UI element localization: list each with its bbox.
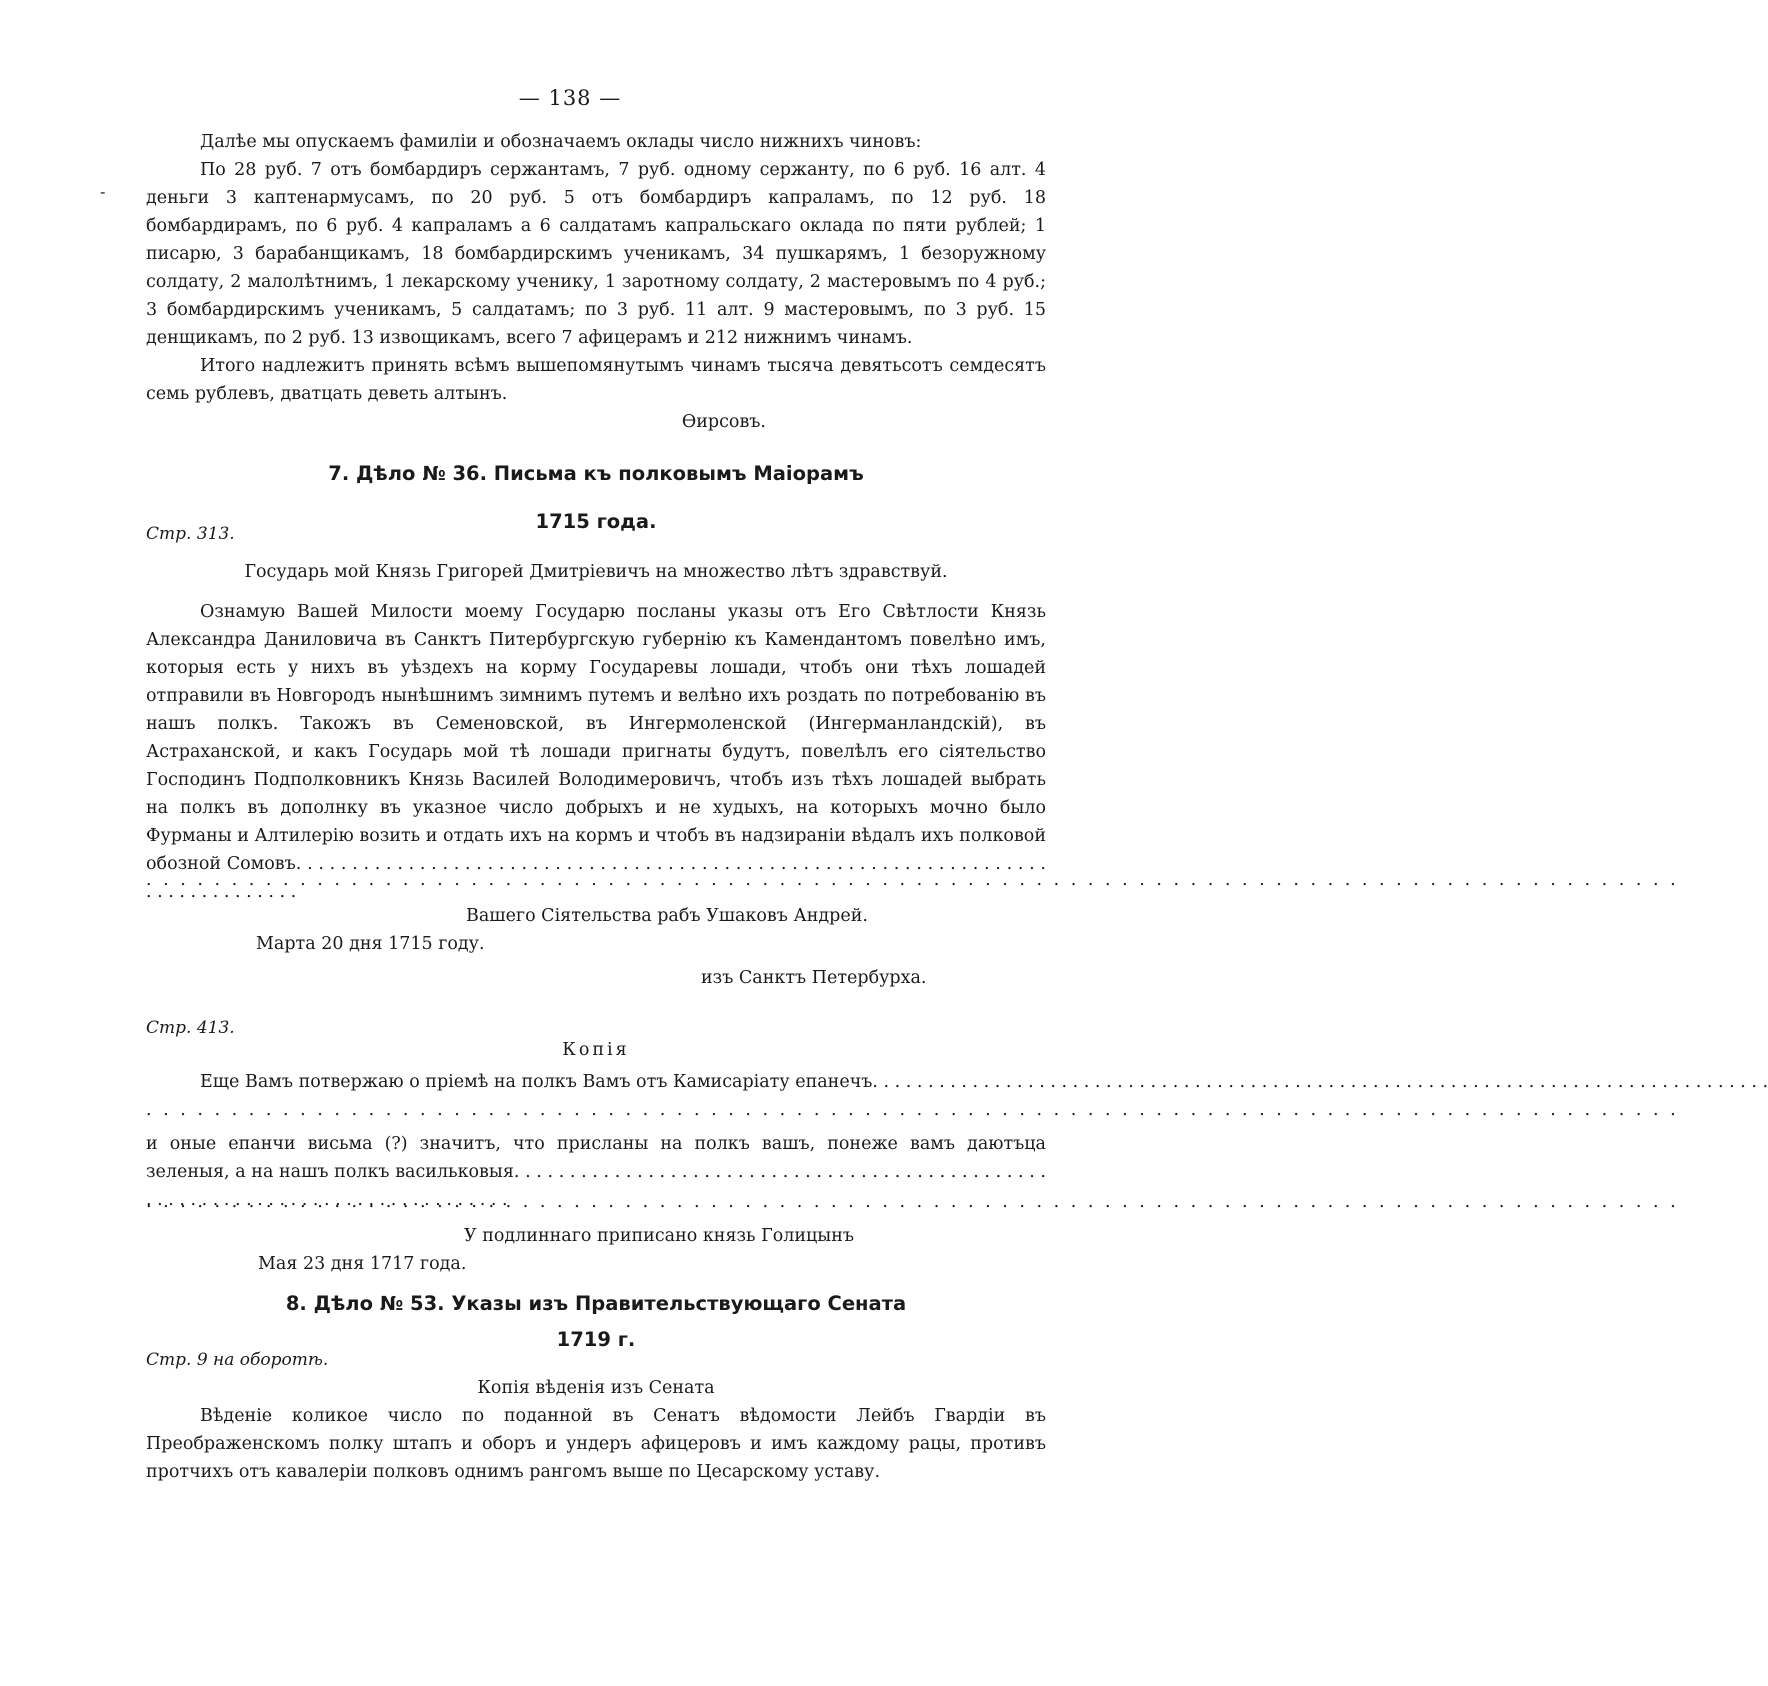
copy-line-1 [146,1068,1046,1096]
ellipsis-line: . . . . . . . . . . . . . . . . . . . . . . . . . . . . . . . . . . . . . . . . . . . . . . . . . . . . . . . . . . . . . . . . . . . . . . . . . . . . . . . . . . . . . . . . . . [146,870,1679,890]
letter-closing [146,902,1046,992]
copy-title: Копія [562,1040,630,1060]
copy-line-2-text: и оные епанчи висьма (?) значитъ, что присланы на полкъ вашъ, понеже вамъ даютъца зеленыя, а на нашъ полкъ васильковыя. [146,1134,1046,1182]
ellipsis-line-2: . . . . . . . . . . . . . . . . . . . . . . . . . . . . . . . . . . . . . . . . . . . . . . . . . . . . . . . . . . . . . . . . . . . . . . . . . . . . . . . . . . . . . . . . . . [146,1100,1679,1120]
letter-greeting: Государь мой Князь Григорей Дмитріевичъ на множество лѣтъ здравствуй. [244,562,948,582]
letter-text [146,598,1679,906]
section-8-year: 1719 г. [556,1328,636,1351]
letter-block [146,558,1679,906]
section-8-page-ref: Стр. 9 на оборотѣ. [146,1350,329,1370]
page-number: — 138 — [518,86,622,110]
letter-place: изъ Санктъ Петербурха. [701,968,927,988]
signature-firsov: Өирсовъ. [681,412,766,432]
salary-block [146,128,1046,436]
intro-line: Далѣе мы опускаемъ фамиліи и обозначаемъ оклады число нижнихъ чиновъ: [200,132,922,152]
margin-mark: - [100,182,106,201]
section-8-body [146,1374,1046,1486]
section-7-year: 1715 года. [535,510,657,533]
copy-page-ref: Стр. 413. [146,1018,235,1038]
section-7-page-ref: Стр. 313. [146,524,235,544]
copy-block [146,1036,1046,1096]
copy-closing [146,1222,1046,1278]
copy-line-1-text: Еще Вамъ потвержаю о пріемѣ на полкъ Вамъ отъ Камисаріату епанечъ. [200,1072,878,1092]
total-paragraph: Итого надлежитъ принять всѣмъ вышепомянутымъ чинамъ тысяча девятьсотъ семдесятъ семь рублевъ, дватцать деветь алтынъ. [146,356,1046,404]
section-8-subtitle: Копія вѣденія изъ Сената [477,1378,715,1398]
letter-text-content: Ознамую Вашей Милости моему Государю посланы указы отъ Его Свѣтлости Князь Александра Даниловича въ Санктъ Питербургскую губернію къ Камендантомъ повелѣно имъ, которыя есть у нихъ въ уѣздехъ на корму Государевы лошади, чтобъ они тѣхъ лошадей отправили въ Новгородъ нынѣшнимъ зимнимъ путемъ и велѣно ихъ роздать по потребованію въ нашъ полкъ. Такожъ въ Семеновской, въ Ингермоленской (Ингерманландскій), въ Астраханской, и какъ Государь мой тѣ лошади пригнаты будутъ, повелѣлъ его сіятельство Господинъ Подполковникъ Князь Василей Володимеровичъ, чтобъ изъ тѣхъ лошадей выбрать на полкъ въ дополнку въ указное число добрыхъ и не худыхъ, на которыхъ мочно было Фурманы и Алтилерію возить и отдать ихъ на кормъ и чтобъ въ надзираніи вѣдалъ ихъ полковой обозной Сомовъ. [146,602,1046,874]
copy-date: Мая 23 дня 1717 года. [258,1254,467,1274]
copy-note: У подлиннаго приписано князь Голицынъ [464,1226,855,1246]
section-8-paragraph: Вѣденіе коликое число по поданной въ Сенатъ вѣдомости Лейбъ Гвардіи въ Преображенскомъ полку штапъ и оборъ и ундеръ афицеровъ и имъ каждому рацы, противъ протчихъ отъ кавалеріи полковъ однимъ рангомъ выше по Цесарскому уставу. [146,1406,1046,1482]
section-7-heading: 7. Дѣло № 36. Письма къ полковымъ Маіорамъ [328,462,864,485]
letter-signature: Вашего Сіятельства рабъ Ушаковъ Андрей. [466,906,868,926]
section-8-heading: 8. Дѣло № 53. Указы изъ Правительствующаго Сената [285,1292,907,1315]
salary-paragraph: По 28 руб. 7 отъ бомбардиръ сержантамъ, 7 руб. одному сержанту, по 6 руб. 16 алт. 4 деньги 3 каптенармусамъ, по 20 руб. 5 отъ бомбардиръ капраламъ, по 12 руб. 18 бомбардирамъ, по 6 руб. 4 капраламъ а 6 салдатамъ капральскаго оклада по пяти рублей; 1 писарю, 3 барабанщикамъ, 18 бомбардирскимъ ученикамъ, 34 пушкарямъ, 1 безоружному солдату, 2 малолѣтнимъ, 1 лекарскому ученику, 1 заротному солдату, 2 мастеровымъ по 4 руб.; 3 бомбардирскимъ ученикамъ, 5 салдатамъ; по 3 руб. 11 алт. 9 мастеровымъ, по 3 руб. 15 денщикамъ, по 2 руб. 13 извощикамъ, всего 7 афицерамъ и 212 нижнимъ чинамъ. [146,160,1046,348]
letter-date: Марта 20 дня 1715 году. [256,934,485,954]
ellipsis-line-3: . . . . . . . . . . . . . . . . . . . . . . . . . . . . . . . . . . . . . . . . . . . . . . . . . . . . . . . . . . . . . . . . . . . . . . . . . . . . . . . . . . . . . . . . . . [146,1192,1679,1212]
